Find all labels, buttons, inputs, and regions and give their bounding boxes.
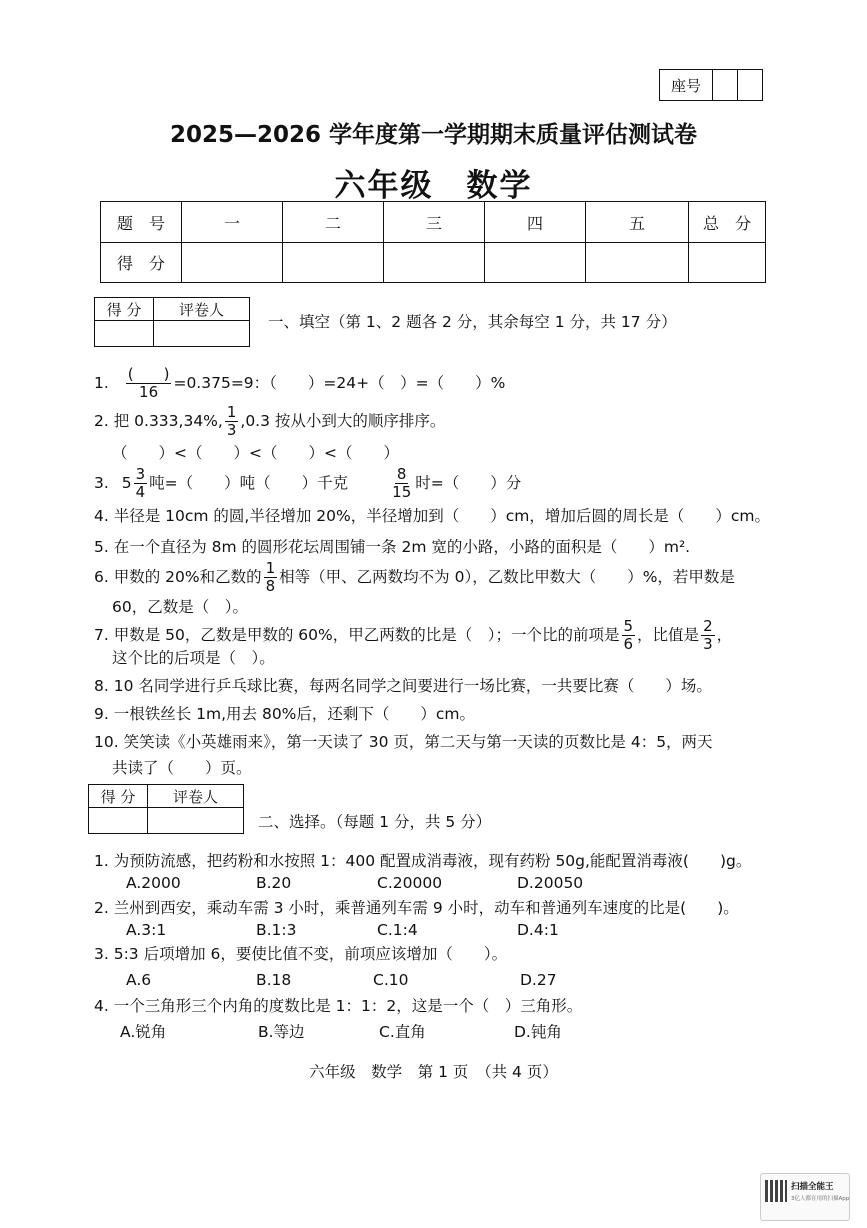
choice-3-option-b: B.18 bbox=[256, 971, 292, 989]
grader-cell bbox=[154, 321, 250, 347]
q7-frac2-den: 3 bbox=[703, 635, 713, 653]
score-row-label: 得 分 bbox=[101, 243, 182, 283]
score-table bbox=[100, 201, 766, 283]
question-3 bbox=[94, 466, 521, 501]
grader-name-label: 评卷人 bbox=[154, 298, 250, 321]
question-5: 5. 在一个直径为 8m 的圆形花坛周围铺一条 2m 宽的小路，小路的面积是（ ）m². bbox=[94, 538, 691, 556]
section1-heading: 一、填空（第 1、2 题各 2 分，其余每空 1 分，共 17 分） bbox=[268, 313, 677, 331]
q7-post: ， bbox=[716, 626, 733, 644]
watermark-brand: 扫描全能王 bbox=[791, 1182, 834, 1192]
score-cell bbox=[384, 243, 485, 283]
score-header-label: 题 号 bbox=[101, 202, 182, 243]
question-4: 4. 半径是 10cm 的圆,半径增加 20%，半径增加到（ ）cm，增加后圆的周长是（ ）cm。 bbox=[94, 507, 770, 525]
q3-mid: 吨=（ ）吨（ ）千克 bbox=[149, 474, 349, 492]
q6-line2: 60，乙数是（ ）。 bbox=[112, 598, 248, 616]
q7-line2: 这个比的后项是（ ）。 bbox=[112, 649, 275, 667]
q3-frac2-den: 15 bbox=[392, 483, 412, 501]
q3-number: 3. bbox=[94, 474, 109, 492]
q3-frac2-num: 8 bbox=[396, 465, 407, 483]
score-header-3: 三 bbox=[384, 202, 485, 243]
choice-3-option-d: D.27 bbox=[520, 971, 557, 989]
q2-line2: （ ）<（ ）<（ ）<（ ） bbox=[112, 444, 399, 462]
q2-post: ,0.3 按从小到大的顺序排序。 bbox=[240, 412, 446, 430]
section2-heading: 二、选择。（每题 1 分，共 5 分） bbox=[258, 813, 492, 831]
choice-2-option-b: B.1:3 bbox=[256, 921, 297, 939]
q2-number: 2. bbox=[94, 412, 109, 430]
question-6 bbox=[94, 560, 735, 595]
q1-number: 1. bbox=[94, 374, 109, 392]
score-header-total: 总 分 bbox=[689, 202, 766, 243]
choice-4-option-c: C.直角 bbox=[379, 1023, 426, 1041]
scanner-watermark bbox=[760, 1173, 850, 1221]
question-8: 8. 10 名同学进行乒乓球比赛，每两名同学之间要进行一场比赛，一共要比赛（ ）场。 bbox=[94, 677, 712, 695]
choice-1-option-c: C.20000 bbox=[377, 874, 443, 892]
score-header-1: 一 bbox=[182, 202, 283, 243]
question-9: 9. 一根铁丝长 1m,用去 80%后，还剩下（ ）cm。 bbox=[94, 705, 476, 723]
q1-frac-den: 16 bbox=[139, 383, 159, 401]
qr-code-icon bbox=[765, 1180, 787, 1202]
grader-cell bbox=[89, 808, 148, 834]
score-header-4: 四 bbox=[485, 202, 586, 243]
choice-4-option-b: B.等边 bbox=[258, 1023, 305, 1041]
score-cell bbox=[689, 243, 766, 283]
q6-pre: 6. 甲数的 20%和乙数的 bbox=[94, 568, 262, 586]
choice-1-option-d: D.20050 bbox=[517, 874, 584, 892]
seat-cell bbox=[738, 70, 763, 101]
grader-box-section1 bbox=[94, 297, 250, 347]
choice-4-option-a: A.锐角 bbox=[120, 1023, 167, 1041]
q7-frac-den: 6 bbox=[623, 635, 634, 653]
choice-2-option-a: A.3:1 bbox=[126, 921, 167, 939]
q6-frac-den: 8 bbox=[265, 577, 276, 595]
score-cell bbox=[485, 243, 586, 283]
seat-label: 座号 bbox=[660, 70, 713, 101]
choice-3-option-c: C.10 bbox=[373, 971, 409, 989]
score-header-2: 二 bbox=[283, 202, 384, 243]
grader-box-section2 bbox=[88, 784, 244, 834]
choice-2-option-d: D.4:1 bbox=[517, 921, 559, 939]
grader-cell bbox=[148, 808, 244, 834]
q3-frac-den: 4 bbox=[135, 483, 146, 501]
q2-frac-num: 1 bbox=[226, 403, 237, 421]
choice-1-option-a: A.2000 bbox=[126, 874, 181, 892]
page-footer: 六年级 数学 第 1 页 （共 4 页） bbox=[309, 1063, 558, 1081]
choice-question-2: 2. 兰州到西安，乘动车需 3 小时，乘普通列车需 9 小时，动车和普通列车速度的比是( )。 bbox=[94, 899, 739, 917]
score-cell bbox=[283, 243, 384, 283]
question-2 bbox=[94, 404, 445, 439]
q3-frac-num: 3 bbox=[135, 465, 146, 483]
q7-mid: ，比值是 bbox=[637, 626, 700, 644]
exam-title: 2025—2026 学年度第一学期期末质量评估测试卷 bbox=[169, 122, 698, 148]
grader-cell bbox=[95, 321, 154, 347]
question-10: 10. 笑笑读《小英雄雨来》，第一天读了 30 页，第二天与第一天读的页数比是 4：5，两天 bbox=[94, 733, 713, 751]
q6-frac-num: 1 bbox=[265, 559, 276, 577]
choice-2-option-c: C.1:4 bbox=[377, 921, 418, 939]
seat-cell bbox=[713, 70, 738, 101]
choice-1-option-b: B.20 bbox=[256, 874, 292, 892]
choice-3-option-a: A.6 bbox=[126, 971, 152, 989]
score-cell bbox=[182, 243, 283, 283]
choice-4-option-d: D.钝角 bbox=[514, 1023, 562, 1041]
choice-question-1: 1. 为预防流感，把药粉和水按照 1：400 配置成消毒液，现有药粉 50g,能配置消毒液( )g。 bbox=[94, 852, 752, 870]
q7-frac2-num: 2 bbox=[703, 617, 713, 635]
q10-line2: 共读了（ ）页。 bbox=[112, 759, 252, 777]
score-cell bbox=[586, 243, 689, 283]
q3-post: 时=（ ）分 bbox=[415, 474, 522, 492]
q2-pre: 把 0.333,34%, bbox=[113, 412, 223, 430]
choice-question-3: 3. 5:3 后项增加 6，要使比值不变，前项应该增加（ ）。 bbox=[94, 945, 508, 963]
q7-frac-num: 5 bbox=[623, 617, 634, 635]
choice-question-4: 4. 一个三角形三个内角的度数比是 1：1：2，这是一个（ ）三角形。 bbox=[94, 997, 583, 1015]
exam-subtitle: 六年级 数学 bbox=[334, 168, 533, 204]
q1-text: =0.375=9：（ ）=24+（ ）=（ ）% bbox=[173, 374, 506, 392]
q3-whole: 5 bbox=[121, 474, 132, 492]
grader-score-label: 得 分 bbox=[95, 298, 154, 321]
q2-frac-den: 3 bbox=[226, 421, 237, 439]
seat-number-box bbox=[659, 69, 763, 101]
watermark-subtitle: 3亿人都在用的扫描App bbox=[791, 1196, 850, 1202]
question-1 bbox=[94, 366, 505, 401]
grader-score-label: 得 分 bbox=[89, 785, 148, 808]
grader-name-label: 评卷人 bbox=[148, 785, 244, 808]
q1-frac-num: ( ) bbox=[127, 365, 170, 383]
q7-pre: 7. 甲数是 50，乙数是甲数的 60%，甲乙两数的比是（ ）；一个比的前项是 bbox=[94, 626, 620, 644]
score-header-5: 五 bbox=[586, 202, 689, 243]
q6-post: 相等（甲、乙两数均不为 0），乙数比甲数大（ ）%，若甲数是 bbox=[279, 568, 735, 586]
